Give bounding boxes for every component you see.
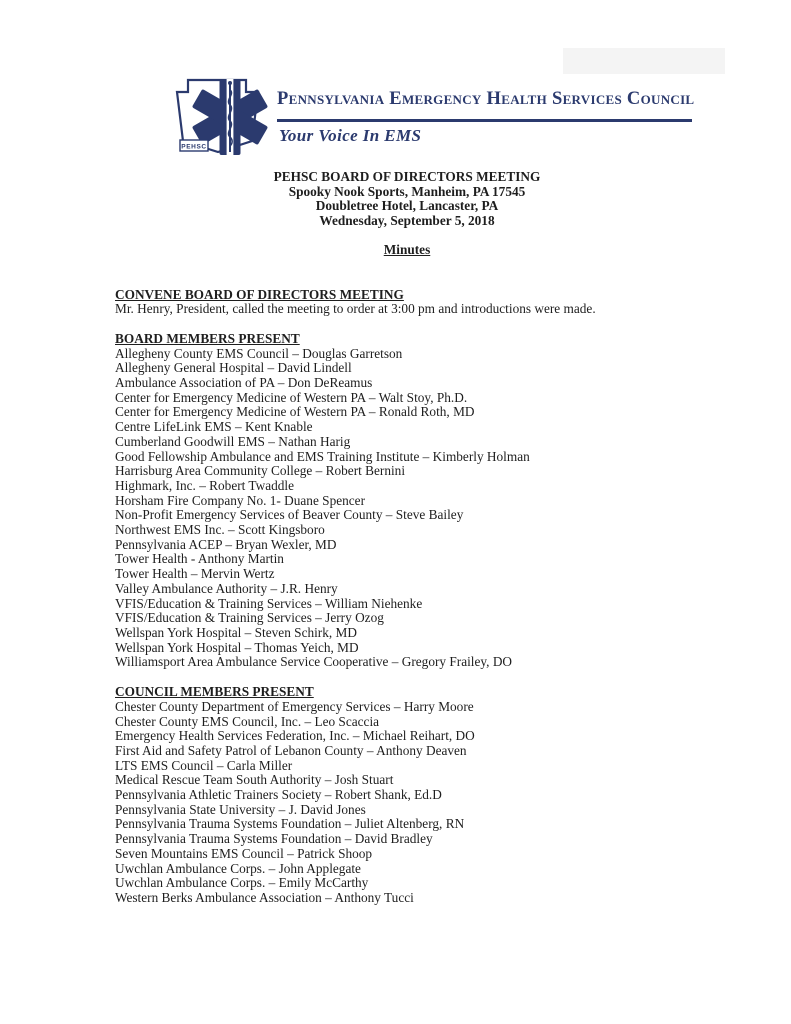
minutes-content <box>115 170 699 906</box>
council-member-line: Chester County Department of Emergency Services – Harry Moore <box>115 698 474 714</box>
scan-artifact <box>563 48 725 74</box>
org-name: Pennsylvania Emergency Health Services Council <box>277 89 695 109</box>
board-member-line: Center for Emergency Medicine of Western PA – Ronald Roth, MD <box>115 404 475 420</box>
org-tagline: Your Voice In EMS <box>279 126 422 145</box>
section-board-members <box>115 332 699 670</box>
board-member-line: VFIS/Education & Training Services – William Niehenke <box>115 595 423 611</box>
board-member-line: Wellspan York Hospital – Steven Schirk, MD <box>115 624 357 640</box>
council-member-line: Pennsylvania Trauma Systems Foundation – David Bradley <box>115 831 433 847</box>
board-member-line: Horsham Fire Company No. 1- Duane Spencer <box>115 492 365 508</box>
board-member-line: Pennsylvania ACEP – Bryan Wexler, MD <box>115 536 337 552</box>
board-member-line: Tower Health - Anthony Martin <box>115 551 284 567</box>
council-member-line: Chester County EMS Council, Inc. – Leo Scaccia <box>115 713 380 729</box>
council-member-line: Uwchlan Ambulance Corps. – John Applegate <box>115 860 361 876</box>
council-member-line: Western Berks Ambulance Association – Anthony Tucci <box>115 889 414 905</box>
board-member-line: Williamsport Area Ambulance Service Cooperative – Gregory Frailey, DO <box>115 654 513 670</box>
convene-body: Mr. Henry, President, called the meeting to order at 3:00 pm and introductions were made. <box>115 301 596 317</box>
council-member-line: LTS EMS Council – Carla Miller <box>115 757 293 773</box>
board-member-line: Highmark, Inc. – Robert Twaddle <box>115 477 295 493</box>
board-member-line: Cumberland Goodwill EMS – Nathan Harig <box>115 433 351 449</box>
board-member-line: Allegheny County EMS Council – Douglas Garretson <box>115 345 403 361</box>
council-member-line: Pennsylvania Trauma Systems Foundation – Juliet Altenberg, RN <box>115 816 465 832</box>
council-members-heading: COUNCIL MEMBERS PRESENT <box>115 684 314 700</box>
board-members-heading: BOARD MEMBERS PRESENT <box>115 330 300 346</box>
council-member-line: First Aid and Safety Patrol of Lebanon County – Anthony Deaven <box>115 742 467 758</box>
doc-type-heading: Minutes <box>383 241 431 257</box>
council-member-line: Seven Mountains EMS Council – Patrick Shoop <box>115 845 373 861</box>
council-member-line: Medical Rescue Team South Authority – Josh Stuart <box>115 772 394 788</box>
meeting-title: PEHSC BOARD OF DIRECTORS MEETING <box>273 169 541 184</box>
board-member-line: Valley Ambulance Authority – J.R. Henry <box>115 580 338 596</box>
board-member-line: Center for Emergency Medicine of Western PA – Walt Stoy, Ph.D. <box>115 389 468 405</box>
board-member-line: Centre LifeLink EMS – Kent Knable <box>115 419 313 435</box>
section-council-members <box>115 685 699 906</box>
meeting-date: Wednesday, September 5, 2018 <box>319 213 495 229</box>
pehsc-acronym-plate <box>180 140 208 151</box>
council-member-line: Pennsylvania State University – J. David Jones <box>115 801 366 817</box>
board-member-line: Wellspan York Hospital – Thomas Yeich, MD <box>115 639 359 655</box>
council-member-line: Pennsylvania Athletic Trainers Society – Robert Shank, Ed.D <box>115 787 442 803</box>
board-member-line: Good Fellowship Ambulance and EMS Training Institute – Kimberly Holman <box>115 448 530 464</box>
board-members-list <box>115 347 699 670</box>
section-convene <box>115 288 699 317</box>
pehsc-logo <box>174 71 280 161</box>
board-member-line: Harrisburg Area Community College – Robert Bernini <box>115 463 406 479</box>
board-member-line: VFIS/Education & Training Services – Jerry Ozog <box>115 610 384 626</box>
meeting-venue-1: Spooky Nook Sports, Manheim, PA 17545 <box>288 183 526 199</box>
council-member-line: Uwchlan Ambulance Corps. – Emily McCarthy <box>115 875 369 891</box>
board-member-line: Tower Health – Mervin Wertz <box>115 566 275 582</box>
meeting-venue-2: Doubletree Hotel, Lancaster, PA <box>315 198 499 214</box>
meeting-title-block <box>115 170 699 229</box>
board-member-line: Allegheny General Hospital – David Lindell <box>115 360 352 376</box>
convene-heading: CONVENE BOARD OF DIRECTORS MEETING <box>115 286 404 302</box>
board-member-line: Northwest EMS Inc. – Scott Kingsboro <box>115 522 325 538</box>
council-member-line: Emergency Health Services Federation, Inc. – Michael Reihart, DO <box>115 728 475 744</box>
pehsc-acronym-label: PEHSC <box>181 143 207 151</box>
board-member-line: Ambulance Association of PA – Don DeReamus <box>115 375 373 391</box>
letterhead-rule <box>277 119 692 122</box>
board-member-line: Non-Profit Emergency Services of Beaver County – Steve Bailey <box>115 507 464 523</box>
council-members-list <box>115 700 699 906</box>
